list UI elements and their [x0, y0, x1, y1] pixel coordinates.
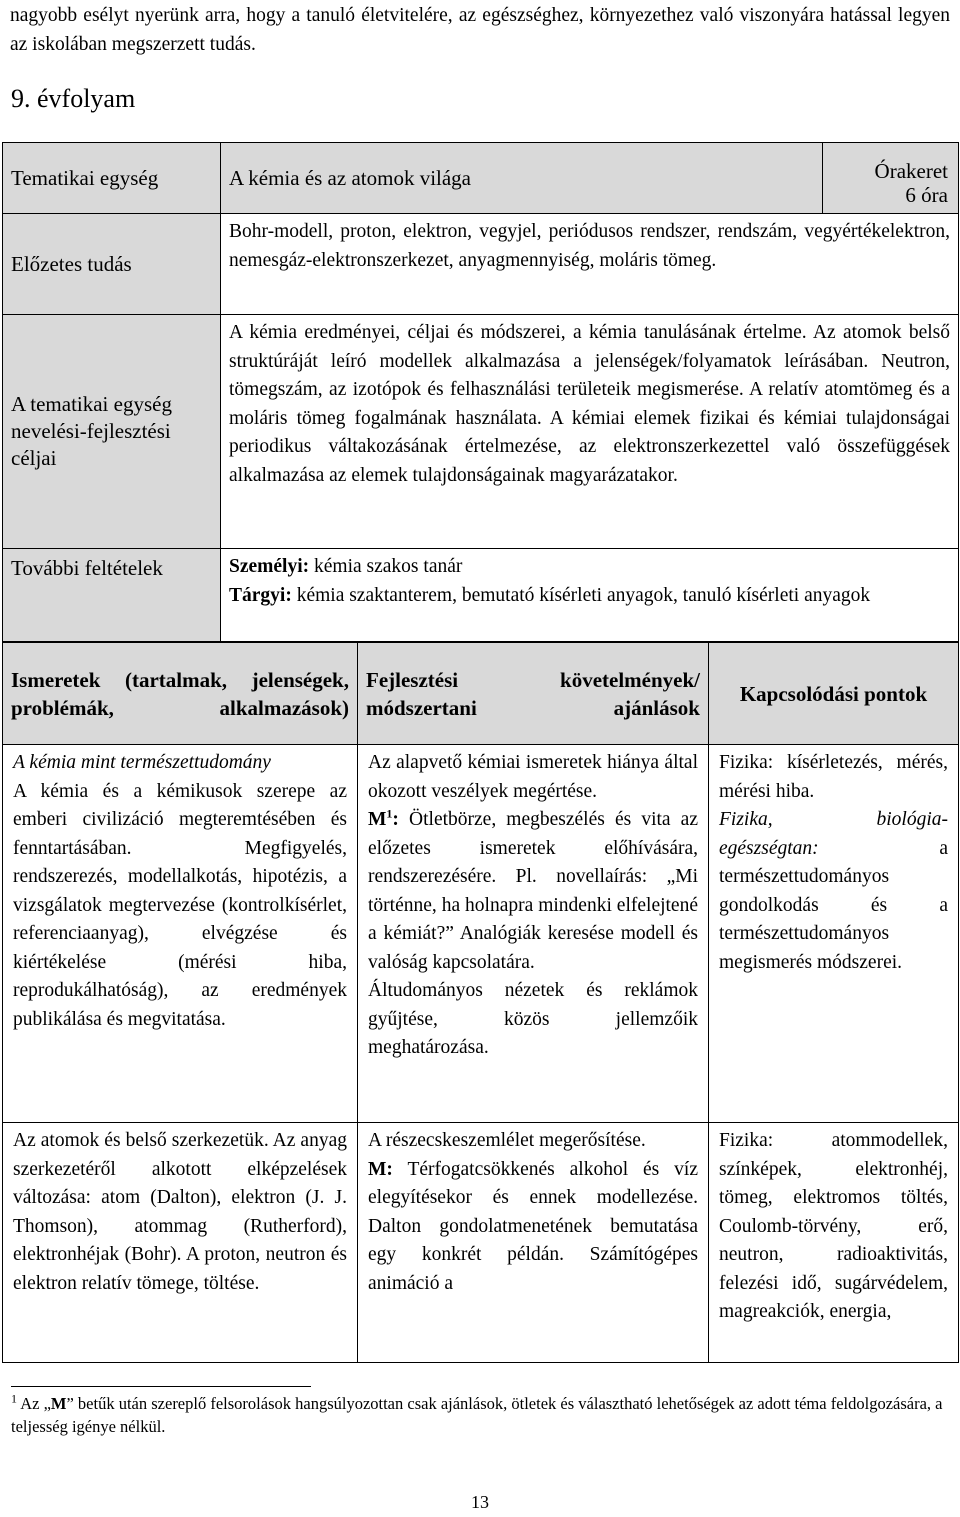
conditions-text — [221, 549, 959, 642]
row1-req-p2: Áltudományos nézetek és reklámok gyűjtése, közös jellemzőik meghatározása. — [368, 980, 698, 1058]
goals-text: A kémia eredményei, céljai és módszerei, a kémia tanulásának értelme. Az atomok belső struktúráját leíró modellek alkalmazása a jelenségek/folyamatok leírásában. Neutron, tömegszám, az izotópok és felhasználási területeik megismerése. A relatív atomtömeg és a moláris tömeg fogalmának használata. A kémiai elemek fizikai és kémiai tulajdonságai periodikus váltakozásának értelmezése, az elektronszerkezettel való összefüggések alkalmazása az elemek tulajdonságainak magyarázatakor. — [221, 315, 959, 549]
header-connections: Kapcsolódási pontok — [709, 643, 959, 745]
row1-knowledge — [3, 745, 358, 1123]
method-marker: M — [368, 809, 387, 830]
goals-label: A tematikai egység nevelési-fejlesztési céljai — [3, 315, 221, 549]
header-knowledge: Ismeretek (tartalmak, jelenségek, problémák, alkalmazások) — [3, 643, 358, 745]
row2-req-p1: A részecskeszemlélet megerősítése. — [368, 1130, 646, 1151]
prior-knowledge-row — [3, 214, 959, 315]
prior-label: Előzetes tudás — [3, 214, 221, 315]
row2-req-method: M: Térfogatcsökkenés alkohol és víz elegyítésekor és ennek modellezése. Dalton gondolatmenetének bemutatása egy konkrét példán. Számítógépes animáció a — [368, 1158, 698, 1294]
row1-requirements — [358, 745, 709, 1123]
page-number: 13 — [471, 1492, 489, 1512]
unit-overview-table — [2, 142, 959, 642]
row1-knowledge-text: A kémia és a kémikusok szerepe az emberi civilizáció megteremtésében és fenntartásában. Megfigyelés, rendszerezés, modellalkotás, hipotézis, a vizsgálatok megtervezése (kontrolkísérlet, referenciaanyag), elvégzése és kiértékelése (mérési hiba, reprodukálhatóság), az eredmények publikálása és megvitatása. — [13, 780, 347, 1030]
personal-text: kémia szakos tanár — [309, 556, 463, 577]
hours-value: 6 óra — [905, 183, 948, 207]
intro-paragraph: nagyobb esélyt nyerünk arra, hogy a tanuló életvitelére, az egészséghez, környezethez való viszonyára hatással legyen az iskolában megszerzett tudás. — [10, 5, 950, 55]
row1-conn-p2: Fizika, biológia-egészségtan: a természettudományos gondolkodás és a természettudományos megismerés módszerei. — [719, 809, 948, 973]
unit-title: A kémia és az atomok világa — [221, 143, 823, 214]
header-requirements: Fejlesztési követelmények/ módszertani ajánlások — [358, 643, 709, 745]
unit-row — [3, 143, 959, 214]
footnote-number: 1 — [11, 1391, 17, 1406]
grade-heading: 9. évfolyam — [11, 84, 136, 113]
row1-connections — [709, 745, 959, 1123]
row1-conn-p1: Fizika: kísérletezés, mérés, mérési hiba. — [719, 752, 948, 802]
hours-cell — [823, 143, 959, 214]
personal-label: Személyi: — [229, 556, 310, 577]
material-label: Tárgyi: — [229, 584, 292, 606]
material-text: kémia szaktanterem, bemutató kísérleti anyagok, tanuló kísérleti anyagok — [291, 584, 871, 606]
content-row-1 — [3, 745, 959, 1123]
row2-requirements — [358, 1123, 709, 1363]
row1-req-p1: Az alapvető kémiai ismeretek hiánya által okozott veszélyek megértése. — [368, 752, 698, 802]
footnote: $^1$ Az „M” betűk után szereplő felsorolások hangsúlyozottan csak ajánlások, ötletek és választható lehetőségek az adott téma feldolgozására, a teljesség igénye nélkül. — [11, 1391, 943, 1436]
conditions-label: További feltételek — [3, 549, 221, 642]
conditions-row — [3, 549, 959, 642]
method-marker: M: — [368, 1158, 393, 1180]
content-table — [2, 642, 959, 1363]
row1-req-method: $M^1$: Ötletbörze, megbeszélés és vita az előzetes ismeretek előhívására, rendszerezésére. Pl. novellaírás: „Mi történne, ha holnapra mindenki elfelejtené a kémiát?” Analógiák keresése modell és valóság kapcsolatára. — [368, 806, 698, 973]
content-header-row — [3, 643, 959, 745]
footnote-ref[interactable]: 1 — [386, 806, 393, 821]
hours-label: Órakeret — [874, 159, 948, 183]
unit-label: Tematikai egység — [3, 143, 221, 214]
row1-topic-title: A kémia mint természettudomány — [13, 752, 271, 773]
prior-text: Bohr-modell, proton, elektron, vegyjel, periódusos rendszer, rendszám, vegyértékelektron, nemesgáz-elektronszerkezet, anyagmennyiség, moláris tömeg. — [221, 214, 959, 315]
row2-connections: Fizika: atommodellek, színképek, elektronhéj, tömeg, elektromos töltés, Coulomb-törvény, erő, neutron, radioaktivitás, felezési idő, sugárvédelem, magreakciók, energia, — [709, 1123, 959, 1363]
content-row-2 — [3, 1123, 959, 1363]
row2-knowledge: Az atomok és belső szerkezetük. Az anyag szerkezetéről alkotott elképzelések változása: atom (Dalton), elektron (J. J. Thomson), atommag (Rutherford), elektronhéjak (Bohr). A proton, neutron és elektron relatív tömege, töltése. — [3, 1123, 358, 1363]
footnote-divider — [11, 1386, 311, 1387]
goals-row — [3, 315, 959, 549]
